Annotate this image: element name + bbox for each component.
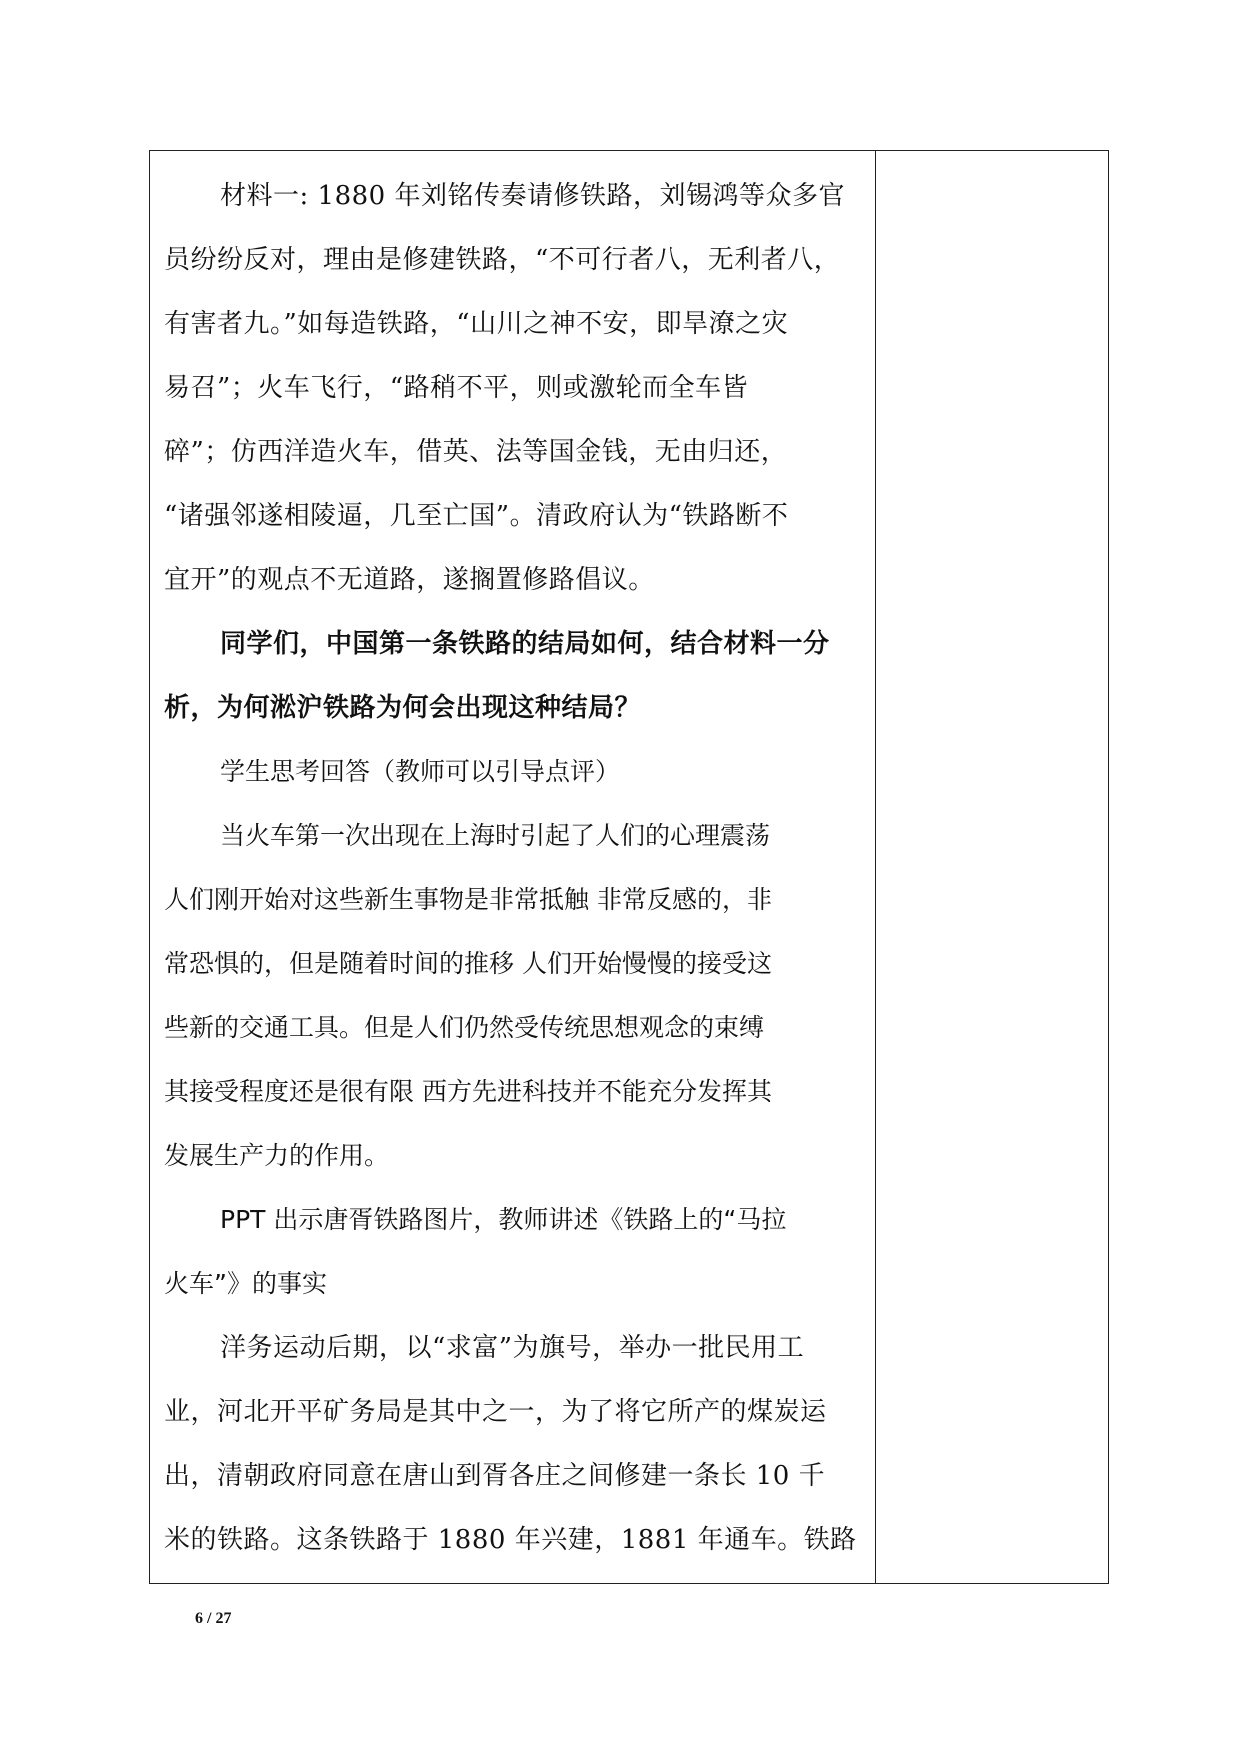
text-line: 火车”》的事实: [164, 1269, 327, 1298]
text-line: 些新的交通工具。但是人们仍然受传统思想观念的束缚: [164, 1013, 765, 1042]
question-line: 析，为何淞沪铁路为何会出现这种结局？: [164, 693, 642, 723]
text-line: PPT 出示唐胥铁路图片，教师讲述《铁路上的“马拉: [220, 1205, 787, 1234]
text-line: 业，河北开平矿务局是其中之一，为了将它所产的煤炭运: [164, 1397, 827, 1427]
text-line: 人们刚开始对这些新生事物是非常抵触 非常反感的，非: [164, 885, 772, 914]
text-line: 出，清朝政府同意在唐山到胥各庄之间修建一条长 10 千: [164, 1461, 826, 1491]
text-line: 易召”；火车飞行，“路稍不平，则或激轮而全车皆: [164, 373, 749, 403]
text-line: “诸强邻遂相陵逼，几至亡国”。清政府认为“铁路断不: [164, 501, 789, 531]
text-line: 当火车第一次出现在上海时引起了人们的心理震荡: [220, 821, 771, 850]
text-line: 常恐惧的，但是随着时间的推移 人们开始慢慢的接受这: [164, 949, 772, 978]
content-cell: [164, 151, 876, 1572]
text-line: 碎”；仿西洋造火车，借英、法等国金钱，无由归还，: [164, 437, 788, 467]
lesson-table: [149, 150, 1109, 1584]
text-line: 洋务运动后期，以“求富”为旗号，举办一批民用工: [220, 1333, 805, 1363]
page-number: 6 / 27: [195, 1610, 232, 1627]
text-line: 发展生产力的作用。: [164, 1141, 390, 1170]
text-line: 米的铁路。这条铁路于 1880 年兴建，1881 年通车。铁路: [164, 1525, 857, 1555]
text-line: 员纷纷反对，理由是修建铁路，“不可行者八，无利者八，: [164, 245, 841, 275]
text-line: 学生思考回答（教师可以引导点评）: [220, 757, 621, 786]
text-line: 其接受程度还是很有限 西方先进科技并不能充分发挥其: [164, 1077, 772, 1106]
text-line: 宜开”的观点不无道路，遂搁置修路倡议。: [164, 565, 655, 595]
text-line: 材料一: 1880 年刘铭传奏请修铁路，刘锡鸿等众多官: [220, 181, 845, 211]
question-line: 同学们，中国第一条铁路的结局如何，结合材料一分: [220, 629, 830, 659]
text-line: 有害者九。”如每造铁路，“山川之神不安，即旱潦之灾: [164, 309, 789, 339]
